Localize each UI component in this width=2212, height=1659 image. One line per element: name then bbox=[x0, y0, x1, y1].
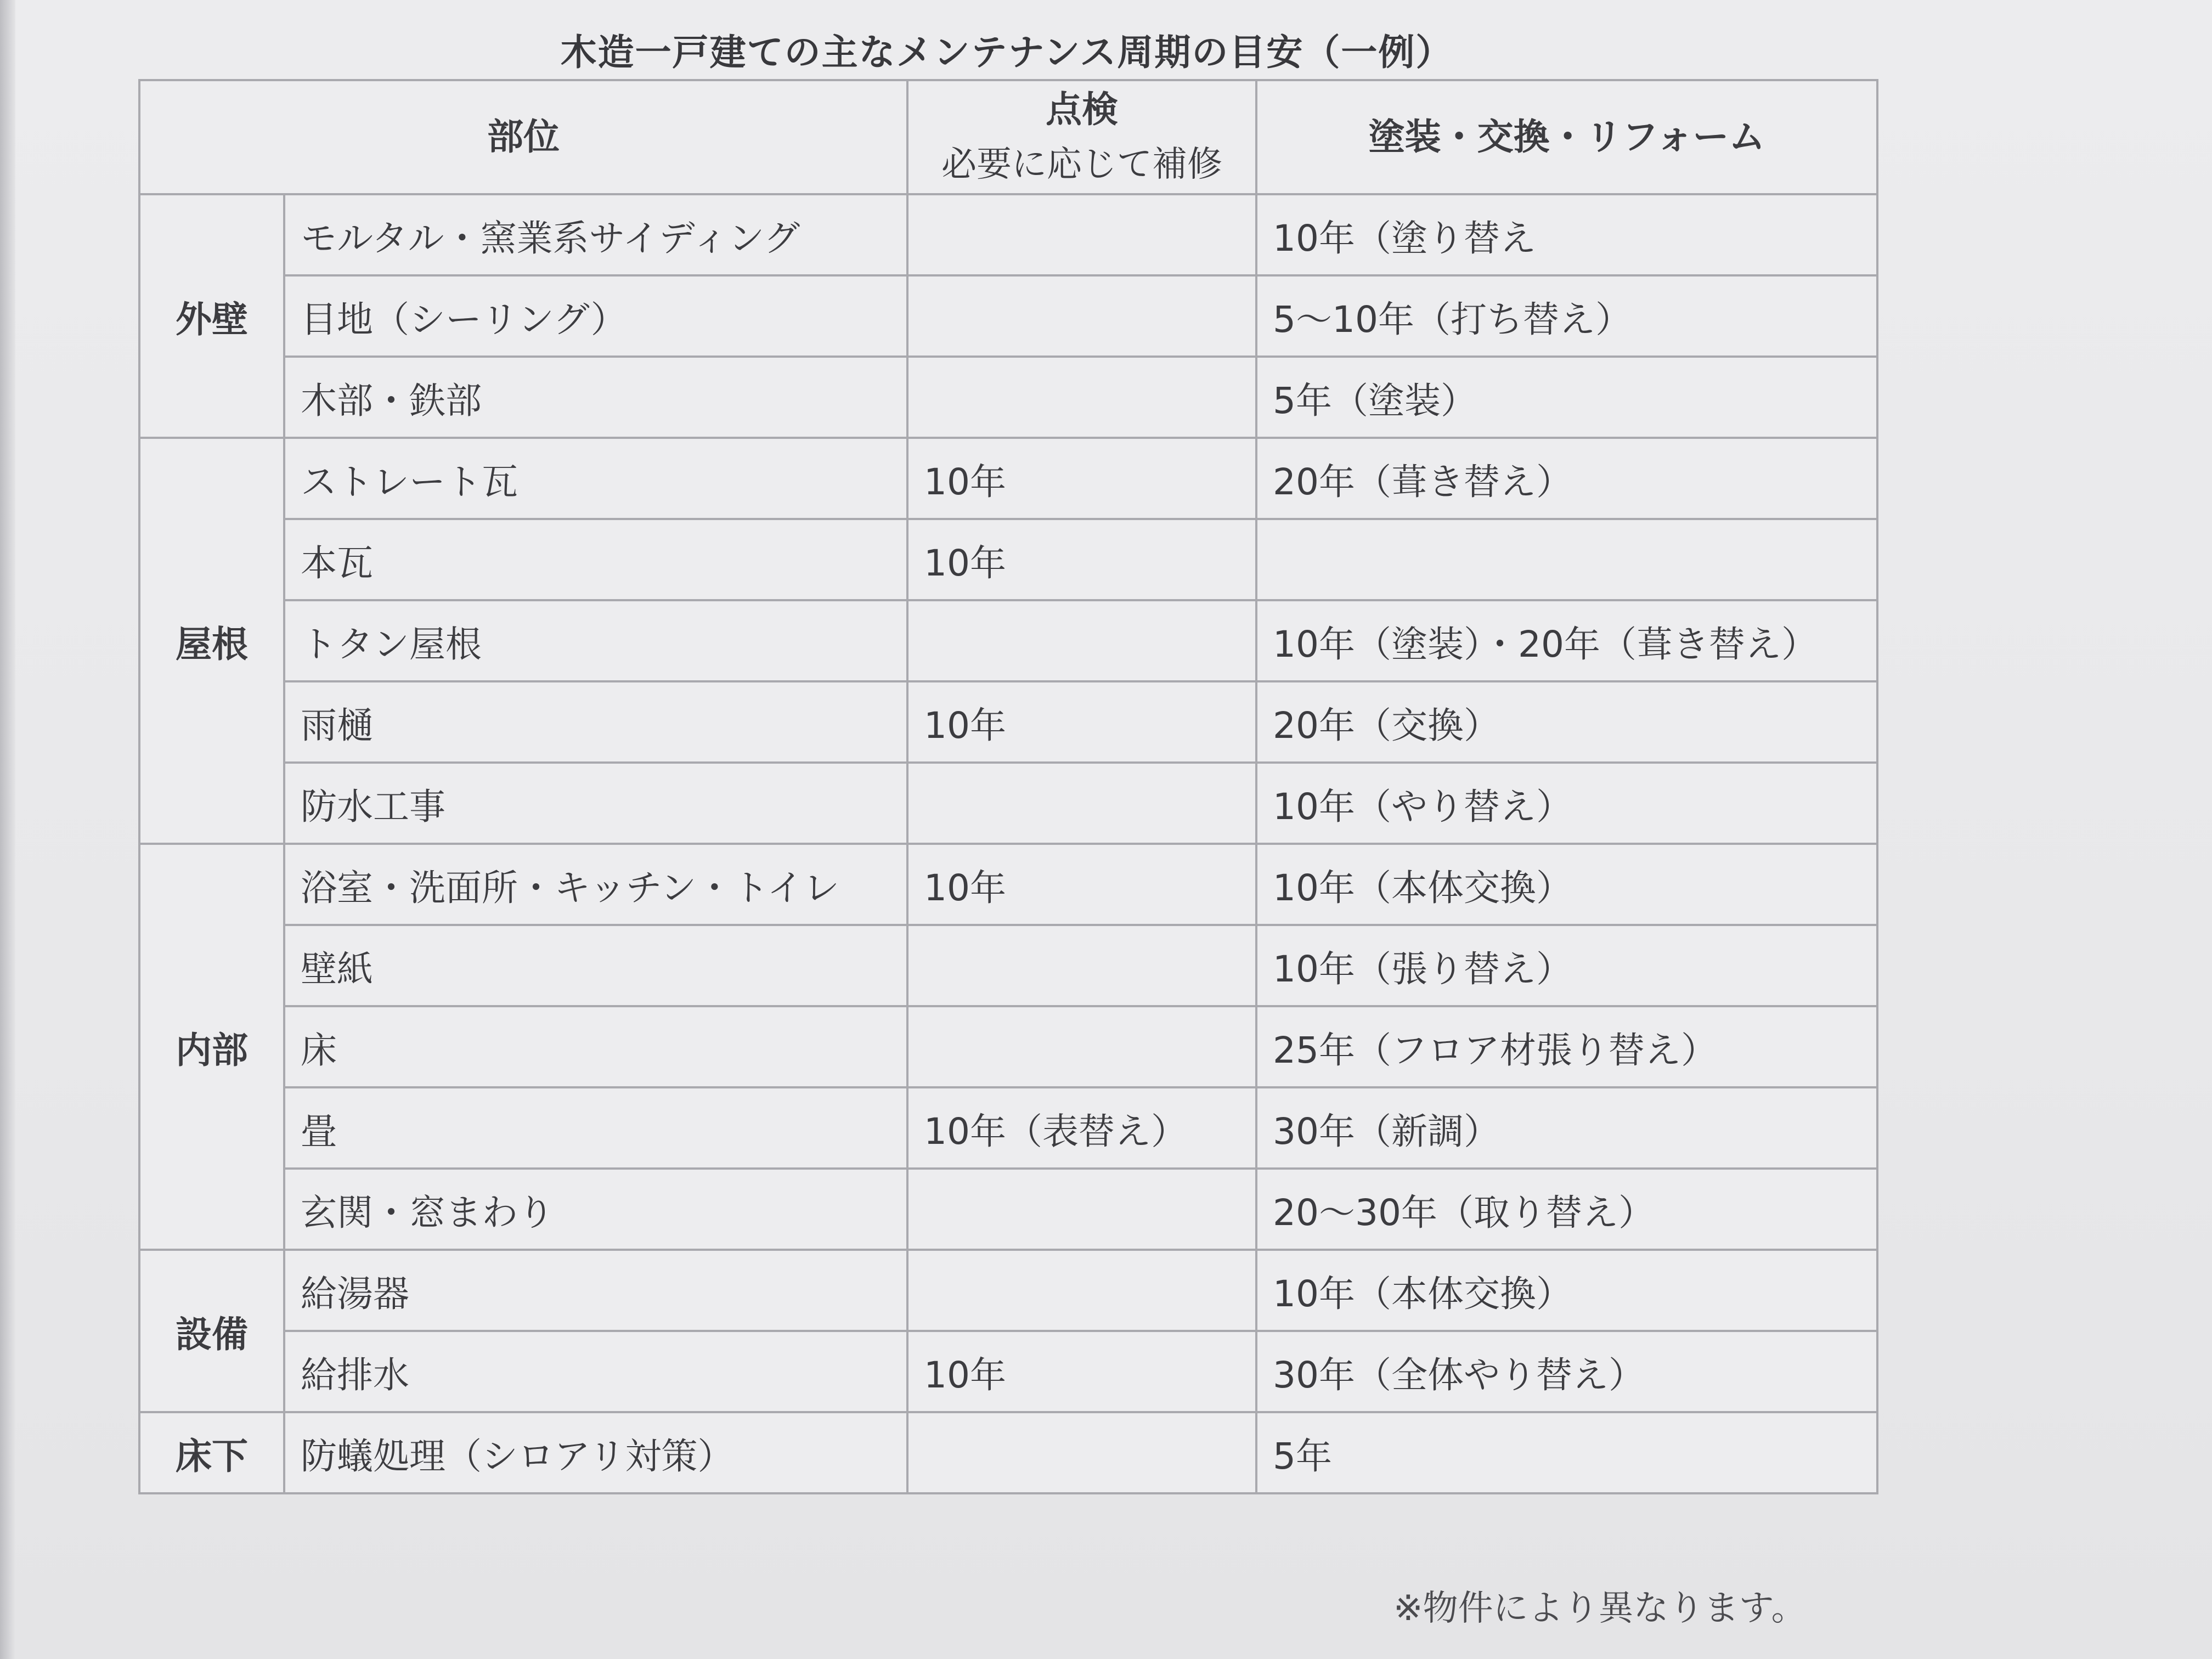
inspection-cell bbox=[907, 194, 1256, 275]
category-cell: 床下 bbox=[139, 1412, 284, 1493]
table-row bbox=[139, 1006, 1877, 1087]
inspection-cell bbox=[907, 925, 1256, 1006]
replacement-cell: 30年（全体やり替え） bbox=[1256, 1331, 1877, 1412]
replacement-cell: 5年（塗装） bbox=[1256, 357, 1877, 438]
header-inspection-sub: 必要に応じて補修 bbox=[941, 144, 1222, 185]
table-row bbox=[139, 519, 1877, 600]
part-cell: 床 bbox=[284, 1006, 907, 1087]
part-cell: モルタル・窯業系サイディング bbox=[284, 194, 907, 275]
inspection-cell bbox=[907, 357, 1256, 438]
inspection-cell bbox=[907, 763, 1256, 844]
document-title: 木造一戸建ての主なメンテナンス周期の目安（一例） bbox=[560, 31, 1453, 74]
category-cell: 外壁 bbox=[139, 194, 284, 438]
part-cell: 給湯器 bbox=[284, 1250, 907, 1331]
header-inspection-label: 点検 bbox=[1046, 88, 1118, 131]
part-cell: 壁紙 bbox=[284, 925, 907, 1006]
replacement-cell: 25年（フロア材張り替え） bbox=[1256, 1006, 1877, 1087]
replacement-cell: 5年 bbox=[1256, 1412, 1877, 1493]
part-cell: トタン屋根 bbox=[284, 600, 907, 681]
maintenance-table bbox=[138, 79, 1878, 1494]
replacement-cell: 10年（塗装）・20年（葺き替え） bbox=[1256, 600, 1877, 681]
part-cell: 畳 bbox=[284, 1087, 907, 1169]
replacement-cell: 10年（やり替え） bbox=[1256, 763, 1877, 844]
replacement-cell: 10年（本体交換） bbox=[1256, 844, 1877, 925]
inspection-cell: 10年（表替え） bbox=[907, 1087, 1256, 1169]
table-row bbox=[139, 1169, 1877, 1250]
footnote: ※物件により異なります。 bbox=[1393, 1588, 1807, 1629]
table-row bbox=[139, 438, 1877, 519]
inspection-cell bbox=[907, 1006, 1256, 1087]
replacement-cell: 20年（葺き替え） bbox=[1256, 438, 1877, 519]
replacement-cell: 20年（交換） bbox=[1256, 681, 1877, 763]
inspection-cell: 10年 bbox=[907, 681, 1256, 763]
table-row bbox=[139, 763, 1877, 844]
inspection-cell: 10年 bbox=[907, 1331, 1256, 1412]
header-part: 部位 bbox=[139, 80, 907, 194]
replacement-cell: 5〜10年（打ち替え） bbox=[1256, 275, 1877, 357]
category-cell: 屋根 bbox=[139, 438, 284, 844]
inspection-cell: 10年 bbox=[907, 519, 1256, 600]
inspection-cell: 10年 bbox=[907, 844, 1256, 925]
table-header-row bbox=[139, 80, 1877, 194]
table-row bbox=[139, 925, 1877, 1006]
part-cell: 浴室・洗面所・キッチン・トイレ bbox=[284, 844, 907, 925]
replacement-cell: 10年（本体交換） bbox=[1256, 1250, 1877, 1331]
part-cell: 本瓦 bbox=[284, 519, 907, 600]
part-cell: 防蟻処理（シロアリ対策） bbox=[284, 1412, 907, 1493]
inspection-cell bbox=[907, 1412, 1256, 1493]
replacement-cell: 10年（塗り替え bbox=[1256, 194, 1877, 275]
inspection-cell bbox=[907, 1250, 1256, 1331]
replacement-cell: 10年（張り替え） bbox=[1256, 925, 1877, 1006]
header-inspection bbox=[907, 80, 1256, 194]
replacement-cell: 30年（新調） bbox=[1256, 1087, 1877, 1169]
table-row bbox=[139, 275, 1877, 357]
replacement-cell bbox=[1256, 519, 1877, 600]
inspection-cell bbox=[907, 600, 1256, 681]
inspection-cell bbox=[907, 1169, 1256, 1250]
category-cell: 内部 bbox=[139, 844, 284, 1250]
inspection-cell bbox=[907, 275, 1256, 357]
table-row bbox=[139, 1087, 1877, 1169]
table-row bbox=[139, 1412, 1877, 1493]
part-cell: 雨樋 bbox=[284, 681, 907, 763]
inspection-cell: 10年 bbox=[907, 438, 1256, 519]
table-row bbox=[139, 1250, 1877, 1331]
table-row bbox=[139, 600, 1877, 681]
header-replacement: 塗装・交換・リフォーム bbox=[1256, 80, 1877, 194]
table-row bbox=[139, 681, 1877, 763]
table-row bbox=[139, 357, 1877, 438]
page-edge-shadow bbox=[0, 0, 15, 1659]
category-cell: 設備 bbox=[139, 1250, 284, 1412]
part-cell: 玄関・窓まわり bbox=[284, 1169, 907, 1250]
replacement-cell: 20〜30年（取り替え） bbox=[1256, 1169, 1877, 1250]
part-cell: ストレート瓦 bbox=[284, 438, 907, 519]
part-cell: 給排水 bbox=[284, 1331, 907, 1412]
part-cell: 目地（シーリング） bbox=[284, 275, 907, 357]
table-row bbox=[139, 194, 1877, 275]
table-row bbox=[139, 1331, 1877, 1412]
part-cell: 防水工事 bbox=[284, 763, 907, 844]
part-cell: 木部・鉄部 bbox=[284, 357, 907, 438]
table-row bbox=[139, 844, 1877, 925]
